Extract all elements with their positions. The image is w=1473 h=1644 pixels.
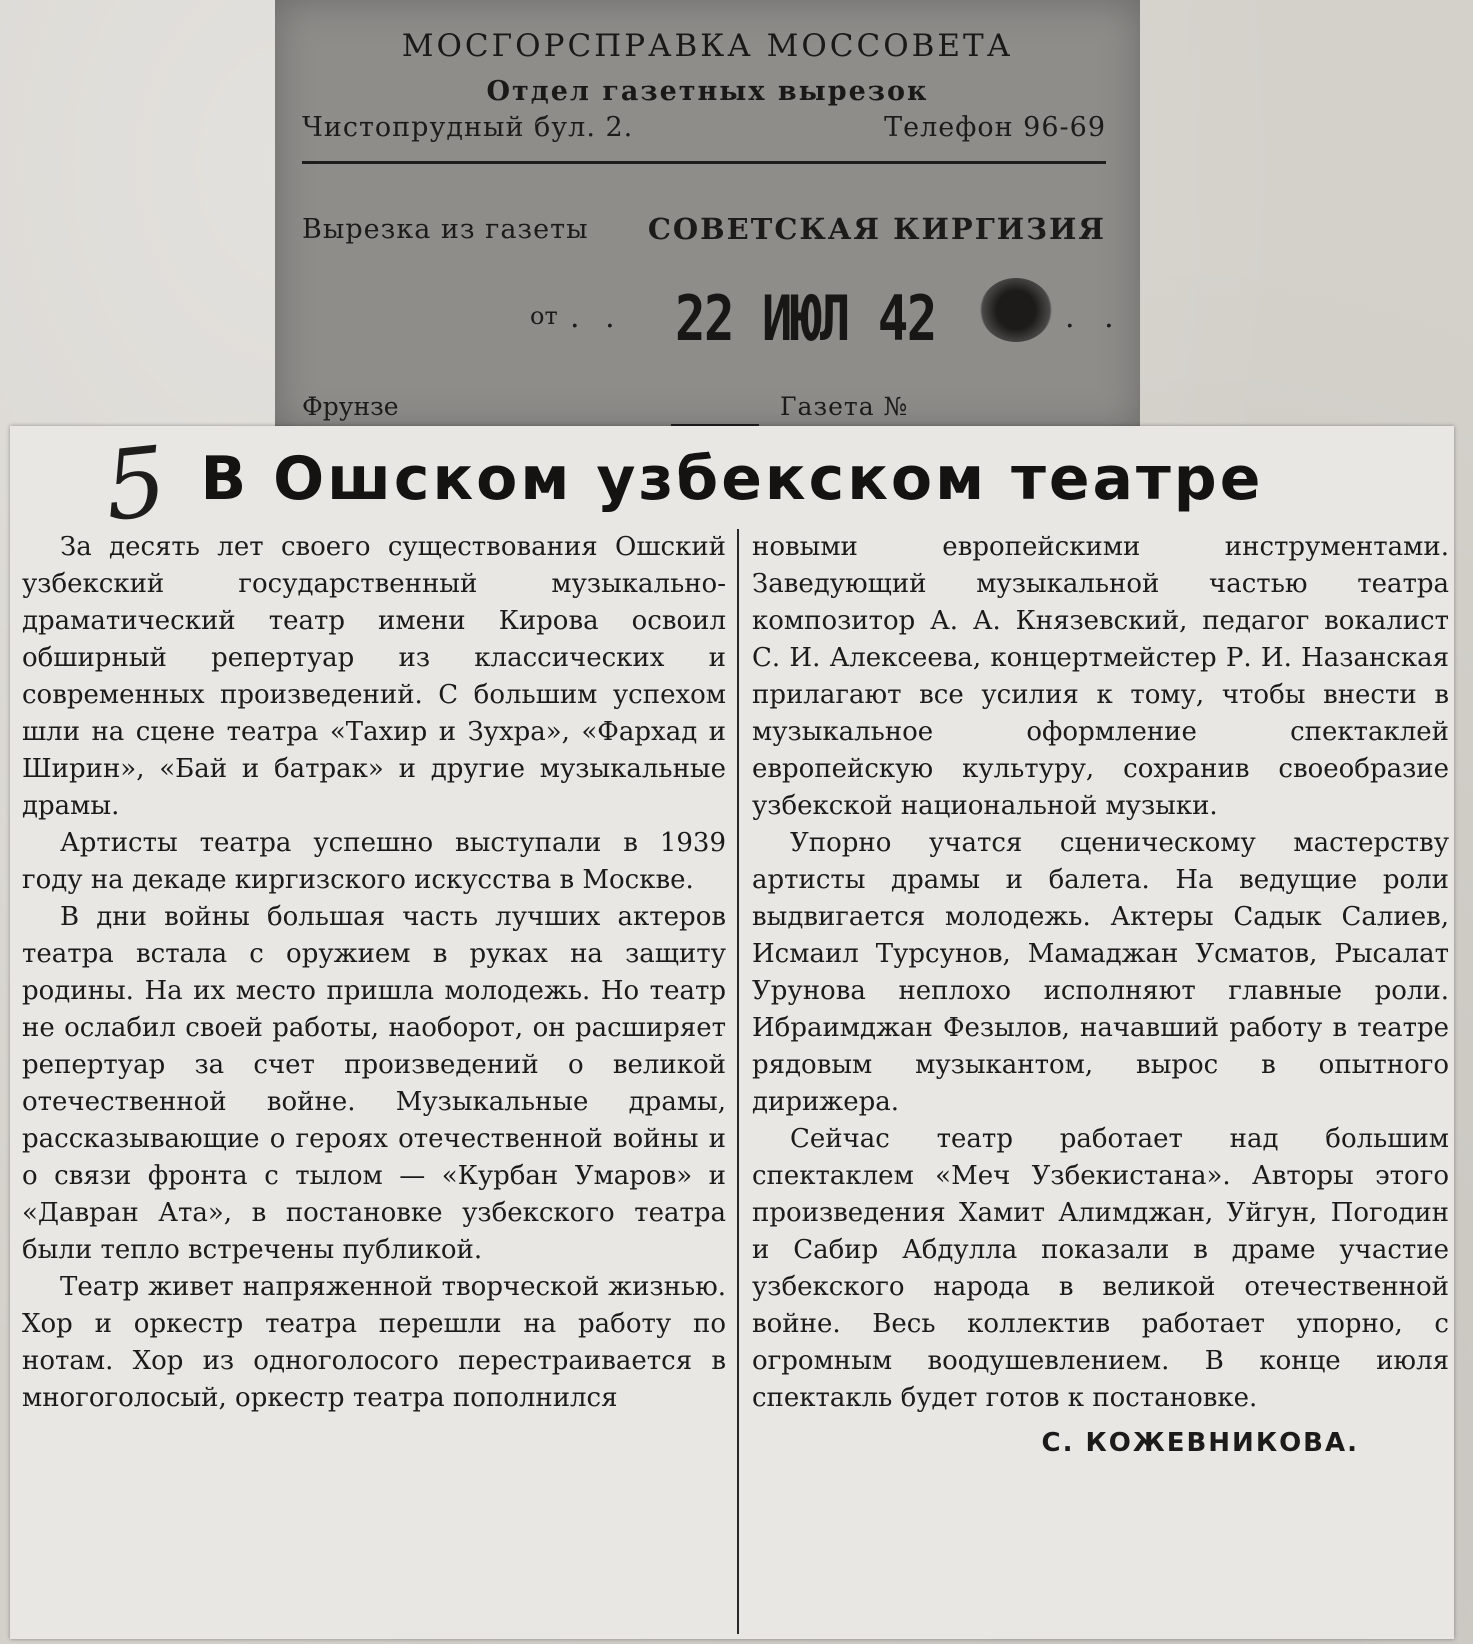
paragraph: Артисты театра успешно выступали в 1939 году на декаде киргизского искусства в Москве.: [22, 828, 726, 895]
paragraph: Театр живет напряженной творческой жизнью. Хор и оркестр театра перешли на работу по нотам. Хор из одноголосого перестраивается в многоголосый, оркестр театра пополнился: [22, 1272, 726, 1413]
paragraph: В дни войны большая часть лучших актеров театра встала с оружием в руках на защиту родины. На их место пришла молодежь. Но театр не ослабил своей работы, наоборот, он расширяет репертуар за счет произведений о великой отечественной войне. Музыкальные драмы, рассказывающие о героях отечественной войны и о связи фронта с тылом — «Курбан Умаров» и «Давран Ата», в постановке узбекского театра были тепло встречены публикой.: [22, 902, 726, 1265]
column-divider: [737, 529, 739, 1634]
paragraph: За десять лет своего существования Ошский узбекский государственный музыкально-драматический театр имени Кирова освоил обширный репертуар из классических и современных произведений. С большим успехом шли на сцене театра «Тахир и Зухра», «Фархад и Ширин», «Бай и батрак» и другие музыкальные драмы.: [22, 532, 726, 821]
newspaper-clipping: [10, 426, 1454, 1639]
stamp-department: Отдел газетных вырезок: [486, 76, 929, 107]
stamp-dots-left: . .: [570, 300, 623, 335]
stamp-city: Фрунзе: [302, 392, 399, 421]
handwritten-page-number: 5: [99, 425, 172, 543]
stamp-address: Чистопрудный бул. 2.: [302, 112, 634, 143]
stamp-date: 22 ИЮЛ 42: [675, 282, 936, 355]
stamp-divider: [302, 161, 1106, 164]
paragraph: Упорно учатся сценическому мастерству артисты драмы и балета. На ведущие роли выдвигается молодежь. Актеры Садык Салиев, Исмаил Турсунов, Мамаджан Усматов, Рысалат Урунова неплохо исполняют главные роли. Ибраимджан Фезылов, начавший работу в театре рядовым музыкантом, вырос в опытного дирижера.: [752, 828, 1449, 1117]
article-headline: В Ошском узбекском театре: [200, 444, 1264, 514]
stamp-phone: Телефон 96-69: [884, 112, 1106, 143]
stamp-from-label: от: [530, 302, 558, 330]
author-byline: С. КОЖЕВНИКОВА.: [1041, 1428, 1359, 1458]
article-column-right: [752, 529, 1449, 1462]
article-column-left: [22, 529, 726, 1417]
stamp-issue-label: Газета №: [780, 392, 909, 421]
stamp-newspaper-name: СОВЕТСКАЯ КИРГИЗИЯ: [647, 212, 1106, 246]
stamp-dots-right: . .: [1065, 300, 1124, 335]
ink-blot-icon: [980, 278, 1052, 342]
paragraph: Сейчас театр работает над большим спектаклем «Меч Узбекистана». Авторы этого произведения Хамит Алимджан, Уйгун, Погодин и Сабир Абдулла показали в драме участие узбекского народа в великой отечественной войне. Весь коллектив работает упорно, с огромным воодушевлением. В конце июля спектакль будет готов к постановке.: [752, 1124, 1449, 1413]
clipping-bureau-stamp: [275, 0, 1140, 432]
paragraph: новыми европейскими инструментами. Заведующий музыкальной частью театра композитор А. А. Князевский, педагог вокалист С. И. Алексеева, концертмейстер Р. И. Назанская прилагают все усилия к тому, чтобы внести в музыкальное оформление спектаклей европейскую культуру, сохранив своеобразие узбекской национальной музыки.: [752, 532, 1449, 821]
stamp-title: МОСГОРСПРАВКА МОССОВЕТА: [401, 28, 1014, 64]
stamp-clip-label: Вырезка из газеты: [302, 214, 589, 245]
